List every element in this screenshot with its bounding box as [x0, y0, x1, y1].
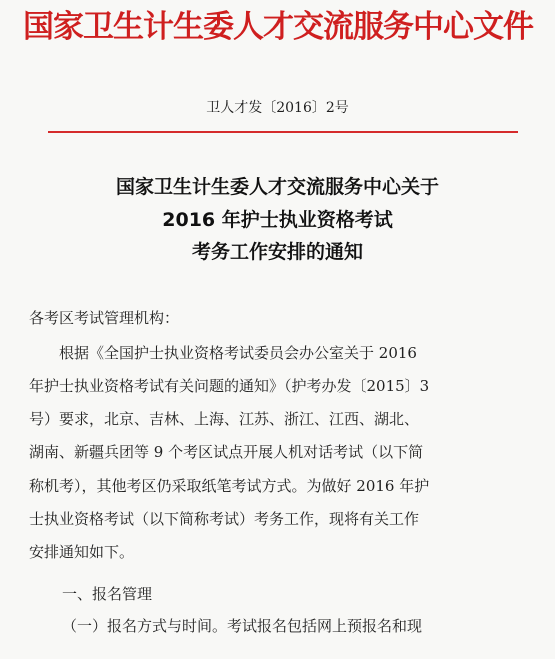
- red-divider-line: [48, 131, 518, 133]
- notice-title-line-1: 国家卫生计生委人才交流服务中心关于: [115, 176, 439, 198]
- body-line-3: 号）要求，北京、吉林、上海、江苏、浙江、江西、湖北、: [29, 410, 420, 428]
- body-line-1: 根据《全国护士执业资格考试委员会办公室关于 2016: [59, 344, 417, 362]
- red-header-title: 国家卫生计生委人才交流服务中心文件: [23, 9, 533, 45]
- body-line-2: 年护士执业资格考试有关问题的通知》（护考办发〔2015〕3: [29, 377, 430, 395]
- notice-title-line-3: 考务工作安排的通知: [191, 241, 363, 263]
- body-line-7: 安排通知如下。: [29, 543, 135, 561]
- salutation: 各考区考试管理机构：: [29, 309, 180, 327]
- body-line-4: 湖南、新疆兵团等 9 个考区试点开展人机对话考试（以下简: [29, 443, 424, 461]
- section-heading: 一、报名管理: [62, 585, 153, 603]
- notice-title-line-2: 2016 年护士执业资格考试: [162, 209, 393, 231]
- subsection-line: （一）报名方式与时间。考试报名包括网上预报名和现: [62, 617, 423, 635]
- body-line-6: 士执业资格考试（以下简称考试）考务工作，现将有关工作: [29, 510, 420, 528]
- document-number: 卫人才发〔2016〕2号: [206, 100, 349, 116]
- body-line-5: 称机考），其他考区仍采取纸笔考试方式。为做好 2016 年护: [29, 477, 430, 495]
